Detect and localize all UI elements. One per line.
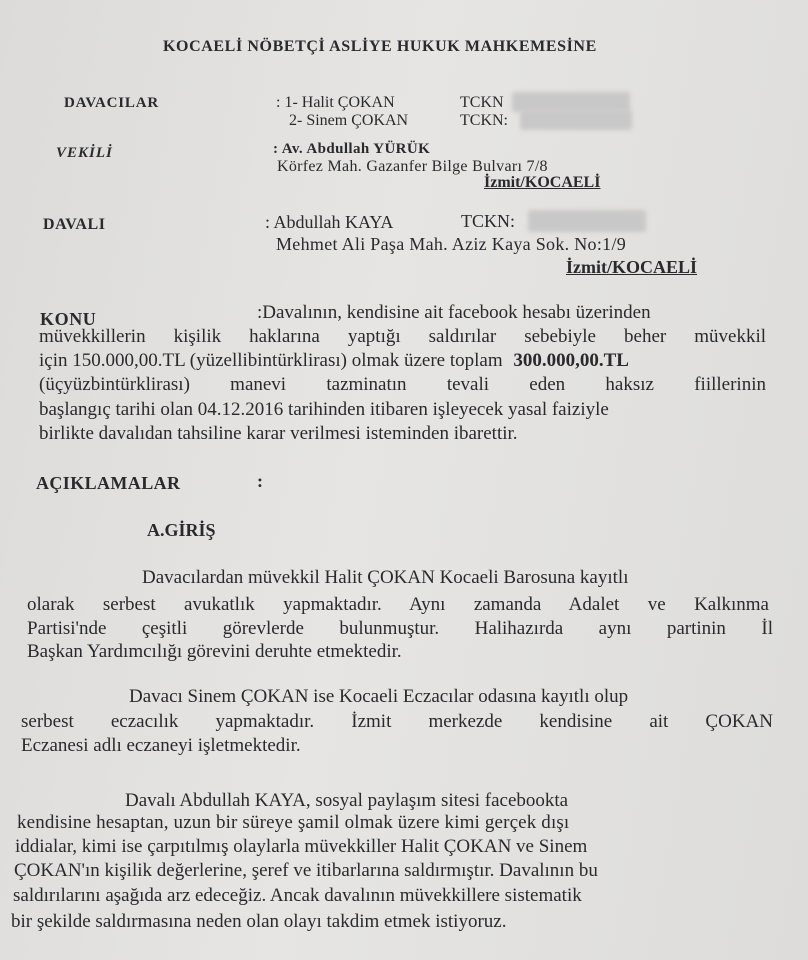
attorney-city: İzmit/KOCAELİ — [484, 174, 601, 191]
paragraph-1-line-3: Partisi'nde çeşitli görevlerde bulunmuştur. Halihazırda aynı partinin İl — [27, 618, 773, 639]
paragraph-3-line-1: Davalı Abdullah KAYA, sosyal paylaşım sitesi facebookta — [125, 790, 569, 811]
paragraph-2-line-3: Eczanesi adlı eczaneyi işletmektedir. — [21, 735, 301, 756]
subject-line-5: başlangıç tarihi olan 04.12.2016 tarihinden itibaren işleyecek yasal faiziyle — [39, 399, 609, 420]
paragraph-3-line-6: bir şekilde saldırmasına neden olan olayı takdim etmek istiyoruz. — [11, 911, 507, 932]
subject-total-amount: 300.000,00.TL — [513, 350, 629, 371]
attorney-label: VEKİLİ — [56, 145, 113, 161]
paragraph-1-line-2: olarak serbest avukatlık yapmaktadır. Aynı zamanda Adalet ve Kalkınma — [27, 594, 769, 615]
defendant-city: İzmit/KOCAELİ — [566, 257, 698, 277]
subject-line-1: :Davalının, kendisine ait facebook hesabı üzerinden — [257, 302, 651, 323]
subject-line-4: (üçyüzbintürklirası) manevi tazminatın tevali eden haksız fiillerinin — [39, 374, 766, 395]
attorney-address: Körfez Mah. Gazanfer Bilge Bulvarı 7/8 — [277, 158, 548, 175]
redacted-tckn-1 — [512, 92, 630, 112]
redacted-tckn-3 — [528, 210, 646, 232]
subject-line-2: müvekkillerin kişilik haklarına yaptığı saldırılar sebebiyle beher müvekkil — [39, 326, 766, 347]
attorney-name: : Av. Abdullah YÜRÜK — [273, 141, 431, 157]
explanations-colon: : — [257, 471, 263, 491]
plaintiff-1-tckn-label: TCKN — [460, 94, 504, 111]
subject-line-3-text: için 150.000,00.TL (yüzellibintürklirası) olmak üzere toplam — [39, 350, 503, 371]
paragraph-3-line-4: ÇOKAN'ın kişilik değerlerine, şeref ve itibarlarına saldırmıştır. Davalının bu — [14, 860, 598, 881]
paragraph-3-line-5: saldırılarını aşağıda arz edeceğiz. Ancak davalının müvekkillere sistematik — [13, 885, 582, 906]
defendant-address: Mehmet Ali Paşa Mah. Aziz Kaya Sok. No:1/9 — [276, 234, 627, 254]
subject-label: KONU — [40, 309, 97, 329]
plaintiff-2-tckn-label: TCKN: — [460, 112, 508, 129]
defendant-name: : Abdullah KAYA — [265, 212, 394, 232]
paragraph-1-line-1: Davacılardan müvekkil Halit ÇOKAN Kocaeli Barosuna kayıtlı — [142, 567, 629, 588]
paragraph-2-line-2: serbest eczacılık yapmaktadır. İzmit merkezde kendisine ait ÇOKAN — [21, 711, 773, 732]
defendant-tckn-label: TCKN: — [461, 211, 515, 231]
explanations-label: AÇIKLAMALAR — [36, 473, 181, 493]
redacted-tckn-2 — [520, 110, 632, 130]
court-title: KOCAELİ NÖBETÇİ ASLİYE HUKUK MAHKEMESİNE — [163, 38, 597, 55]
plaintiff-1: : 1- Halit ÇOKAN — [276, 94, 395, 111]
paragraph-2-line-1: Davacı Sinem ÇOKAN ise Kocaeli Eczacılar odasına kayıtlı olup — [129, 686, 629, 707]
paragraph-3-line-2: kendisine hesaptan, uzun bir süreye şamil olmak üzere kimi gerçek dışı — [17, 812, 570, 833]
subject-line-3 — [39, 350, 629, 372]
plaintiffs-label: DAVACILAR — [64, 95, 160, 111]
subject-line-6: birlikte davalıdan tahsiline karar verilmesi isteminden ibarettir. — [39, 423, 518, 444]
defendant-label: DAVALI — [43, 216, 106, 233]
paragraph-3-line-3: iddialar, kimi ise çarpıtılmış olaylarla müvekkiller Halit ÇOKAN ve Sinem — [15, 836, 588, 857]
section-heading: A.GİRİŞ — [147, 520, 216, 540]
paragraph-1-line-4: Başkan Yardımcılığı görevini deruhte etmektedir. — [27, 641, 402, 662]
plaintiff-2: 2- Sinem ÇOKAN — [289, 112, 409, 129]
